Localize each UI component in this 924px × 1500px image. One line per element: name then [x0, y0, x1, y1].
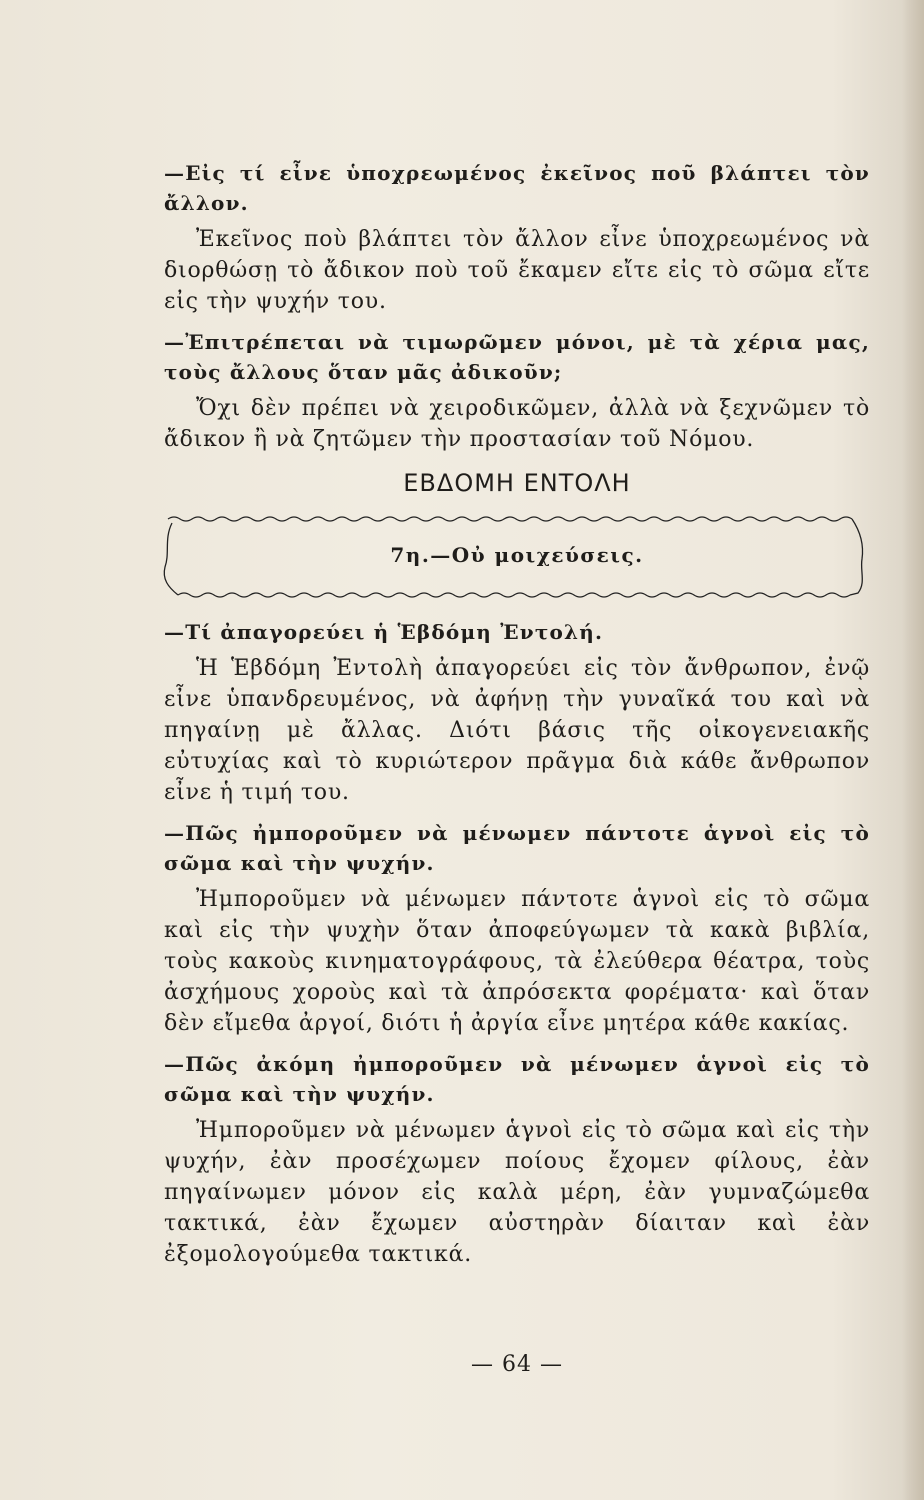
- question-3: —Τί ἀπαγορεύει ἡ Ἑβδόμη Ἐντολή.: [164, 620, 604, 644]
- text-column: [164, 158, 870, 1280]
- question-1: —Εἰς τί εἶνε ὑποχρεωμένος ἐκεῖνος ποῦ βλάπτει τὸν ἄλλον.: [164, 161, 870, 215]
- answer-4: Ἠμποροῦμεν νὰ μένωμεν πάντοτε ἁγνοὶ εἰς τὸ σῶμα καὶ εἰς τὴν ψυχὴν ὅταν ἀποφεύγωμεν τὰ κακὰ βιβλία, τοὺς κακοὺς κινηματογράφους, τὰ ἐλεύθερα θέατρα, τοὺς ἀσχήμους χοροὺς καὶ τὰ ἀπρόσεκτα φορέματα· καὶ ὅταν δὲν εἴμεθα ἀργοί, διότι ἡ ἀργία εἶνε μητέρα κάθε κακίας.: [164, 887, 870, 1036]
- question-5: —Πῶς ἀκόμη ἠμποροῦμεν νὰ μένωμεν ἁγνοὶ εἰς τὸ σῶμα καὶ τὴν ψυχήν.: [164, 1052, 870, 1106]
- question-4: —Πῶς ἠμποροῦμεν νὰ μένωμεν πάντοτε ἁγνοὶ εἰς τὸ σῶμα καὶ τὴν ψυχήν.: [164, 821, 870, 875]
- answer-1: Ἐκεῖνος ποὺ βλάπτει τὸν ἄλλον εἶνε ὑποχρεωμένος νὰ διορθώσῃ τὸ ἄδικον ποὺ τοῦ ἔκαμεν εἴτε εἰς τὸ σῶμα εἴτε εἰς τὴν ψυχήν του.: [164, 227, 870, 314]
- commandment-frame: [164, 509, 870, 603]
- answer-5: Ἠμποροῦμεν νὰ μένωμεν ἁγνοὶ εἰς τὸ σῶμα καὶ εἰς τὴν ψυχήν, ἐὰν προσέχωμεν ποίους ἔχομεν φίλους, ἐὰν πηγαίνωμεν μόνον εἰς καλὰ μέρη, ἐὰν γυμναζώμεθα τακτικά, ἐὰν ἔχωμεν αὐστηρὰν δίαιταν καὶ ἐὰν ἐξομολογούμεθα τακτικά.: [164, 1118, 870, 1267]
- commandment-text: 7η.—Οὐ μοιχεύσεις.: [390, 543, 644, 567]
- answer-2: Ὄχι δὲν πρέπει νὰ χειροδικῶμεν, ἀλλὰ νὰ ξεχνῶμεν τὸ ἄδικον ἢ νὰ ζητῶμεν τὴν προστασίαν τοῦ Νόμου.: [164, 396, 870, 452]
- page-number: — 64 —: [471, 1352, 563, 1377]
- answer-3: Ἡ Ἑβδόμη Ἐντολὴ ἀπαγορεύει εἰς τὸν ἄνθρωπον, ἐνῷ εἶνε ὑπανδρευμένος, νὰ ἀφήνῃ τὴν γυναῖκά του καὶ νὰ πηγαίνῃ μὲ ἄλλας. Διότι βάσις τῆς οἰκογενειακῆς εὐτυχίας καὶ τὸ κυριώτερον πρᾶγμα διὰ κάθε ἄνθρωπον εἶνε ἡ τιμή του.: [164, 656, 870, 805]
- section-title: ΕΒΔΟΜΗ ΕΝΤΟΛΗ: [403, 469, 631, 497]
- question-2: —Ἐπιτρέπεται νὰ τιμωρῶμεν μόνοι, μὲ τὰ χέρια μας, τοὺς ἄλλους ὅταν μᾶς ἀδικοῦν;: [164, 330, 870, 384]
